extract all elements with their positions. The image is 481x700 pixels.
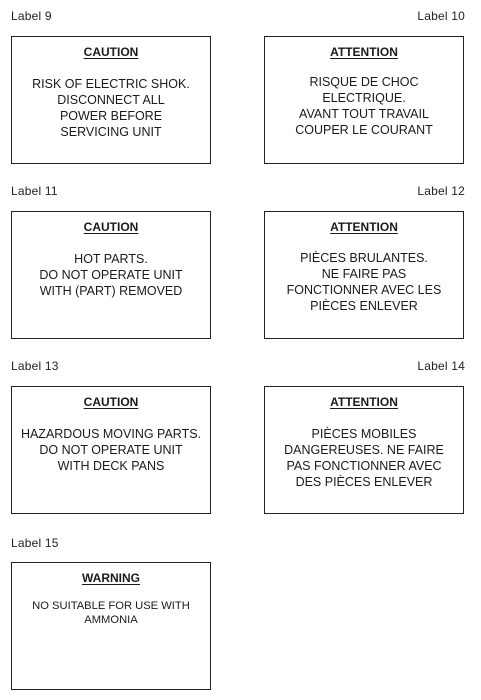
label-10-box [264, 36, 464, 164]
label-9-box [11, 36, 211, 164]
label-12-line: FONCTIONNER AVEC LES [286, 283, 442, 297]
label-14-line: DANGEREUSES. NE FAIRE [284, 443, 444, 457]
label-15-box [11, 562, 211, 690]
label-12-box [264, 211, 464, 339]
label-11-line: WITH (PART) REMOVED [39, 284, 183, 298]
label-13-line: DO NOT OPERATE UNIT [39, 443, 183, 457]
label-14-line: PAS FONCTIONNER AVEC [286, 459, 442, 473]
label-12-heading: ATTENTION [330, 220, 398, 234]
label-11-caption: Label 11 [11, 184, 58, 198]
label-9-heading: CAUTION [83, 45, 139, 59]
label-15-text [12, 599, 210, 627]
label-9-line: SERVICING UNIT [60, 125, 162, 139]
label-15-line: AMMONIA [84, 614, 138, 626]
label-11-box [11, 211, 211, 339]
label-11-heading: CAUTION [83, 220, 139, 234]
label-10-text [265, 74, 463, 138]
label-13-caption: Label 13 [11, 359, 59, 373]
label-9-text [12, 76, 210, 140]
label-14-heading: ATTENTION [330, 395, 398, 409]
label-13-line: HAZARDOUS MOVING PARTS. [20, 427, 202, 441]
label-14-caption: Label 14 [417, 359, 465, 373]
label-12-line: PIÈCES ENLEVER [310, 299, 418, 313]
label-13-line: WITH DECK PANS [57, 459, 165, 473]
label-9-caption: Label 9 [11, 9, 52, 23]
label-11-line: HOT PARTS. [74, 252, 148, 266]
label-10-line: COUPER LE COURANT [295, 123, 433, 137]
label-15-caption: Label 15 [11, 536, 59, 550]
label-11-text [12, 251, 210, 299]
label-11-line: DO NOT OPERATE UNIT [39, 268, 183, 282]
label-10-heading: ATTENTION [330, 45, 398, 59]
label-15-line: NO SUITABLE FOR USE WITH [32, 600, 190, 612]
label-12-line: PIÈCES BRULANTES. [300, 251, 428, 265]
label-15-heading: WARNING [82, 571, 140, 585]
label-12-text [265, 250, 463, 314]
label-13-heading: CAUTION [83, 395, 139, 409]
label-14-line: PIÈCES MOBILES [311, 427, 417, 441]
label-9-line: POWER BEFORE [59, 109, 163, 123]
label-14-line: DES PIÈCES ENLEVER [295, 475, 433, 489]
label-12-caption: Label 12 [417, 184, 465, 198]
label-10-caption: Label 10 [417, 9, 465, 23]
label-12-line: NE FAIRE PAS [321, 267, 407, 281]
label-10-line: AVANT TOUT TRAVAIL [299, 107, 429, 121]
label-14-text [265, 426, 463, 490]
label-9-line: RISK OF ELECTRIC SHOK. [32, 77, 190, 91]
label-9-line: DISCONNECT ALL [57, 93, 165, 107]
label-10-line: RISQUE DE CHOC [309, 75, 419, 89]
label-10-line: ELECTRIQUE. [322, 91, 406, 105]
label-14-box [264, 386, 464, 514]
label-13-text [12, 426, 210, 474]
label-13-box [11, 386, 211, 514]
